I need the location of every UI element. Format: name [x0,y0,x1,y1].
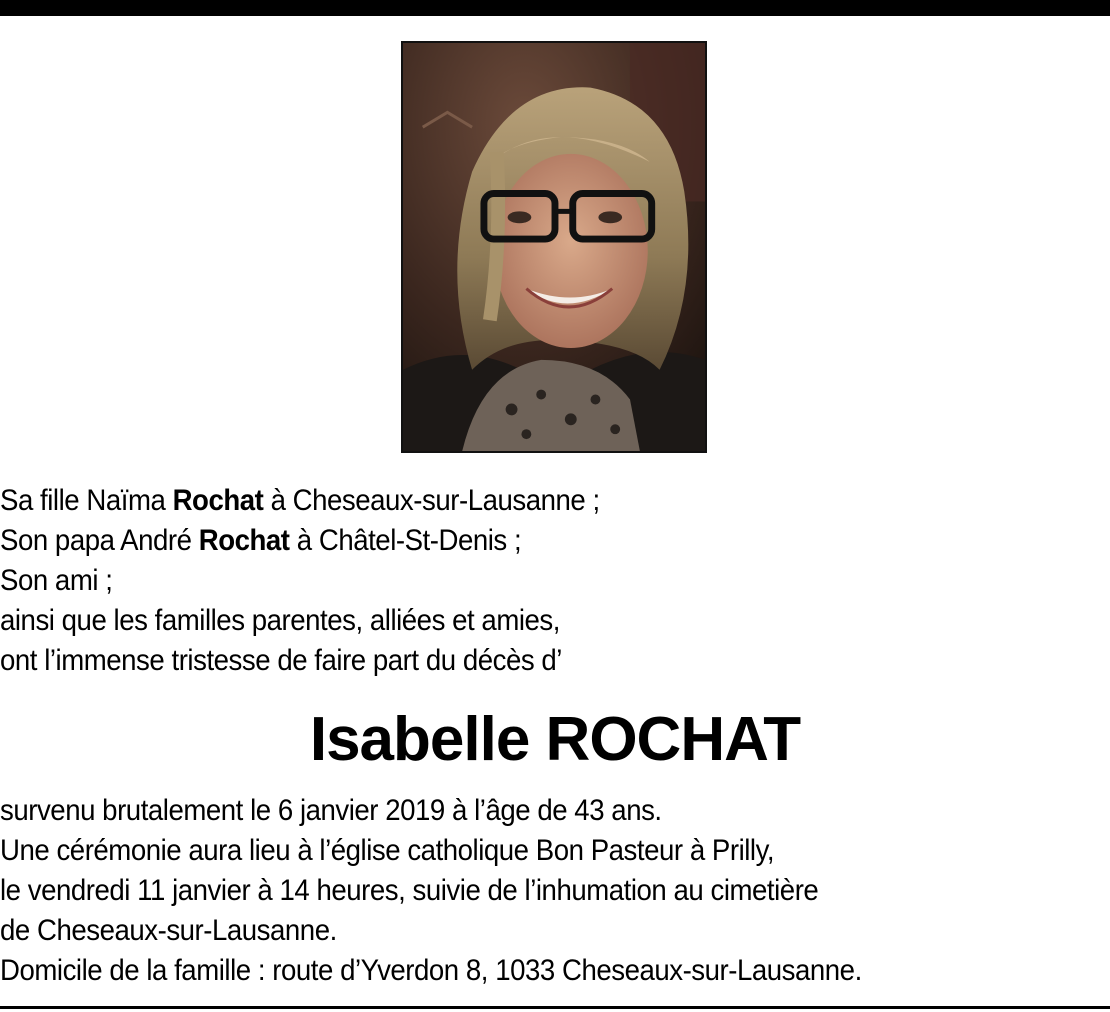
detail-line-domicile: Domicile de la famille : route d’Yverdon 8, 1033 Cheseaux-sur-Lausanne. [0,954,862,987]
detail-line-cemetery: de Cheseaux-sur-Lausanne. [0,914,337,947]
deceased-name: Isabelle ROCHAT [309,705,801,774]
portrait-illustration [403,43,705,451]
announcement-details [0,791,1021,991]
intro-line-father: Son papa André Rochat à Châtel-St-Denis ; [0,524,522,557]
top-border-rule [0,0,1110,16]
intro-line-announcement: ont l’immense tristesse de faire part du décès d’ [0,644,562,677]
detail-line-ceremony: Une cérémonie aura lieu à l’église catholique Bon Pasteur à Prilly, [0,834,775,867]
intro-line-friend: Son ami ; [0,564,113,597]
intro-line-daughter: Sa fille Naïma Rochat à Cheseaux-sur-Lausanne ; [0,484,600,517]
bottom-border-rule [0,1006,1110,1009]
portrait-photo [401,41,707,453]
announcement-intro [0,481,1021,681]
surname-bold: Rochat [172,484,264,517]
intro-line-families: ainsi que les familles parentes, alliées et amies, [0,604,560,637]
detail-line-date: le vendredi 11 janvier à 14 heures, suivie de l’inhumation au cimetière [0,874,819,907]
surname-bold: Rochat [198,524,290,557]
detail-line-death: survenu brutalement le 6 janvier 2019 à l’âge de 43 ans. [0,794,662,827]
